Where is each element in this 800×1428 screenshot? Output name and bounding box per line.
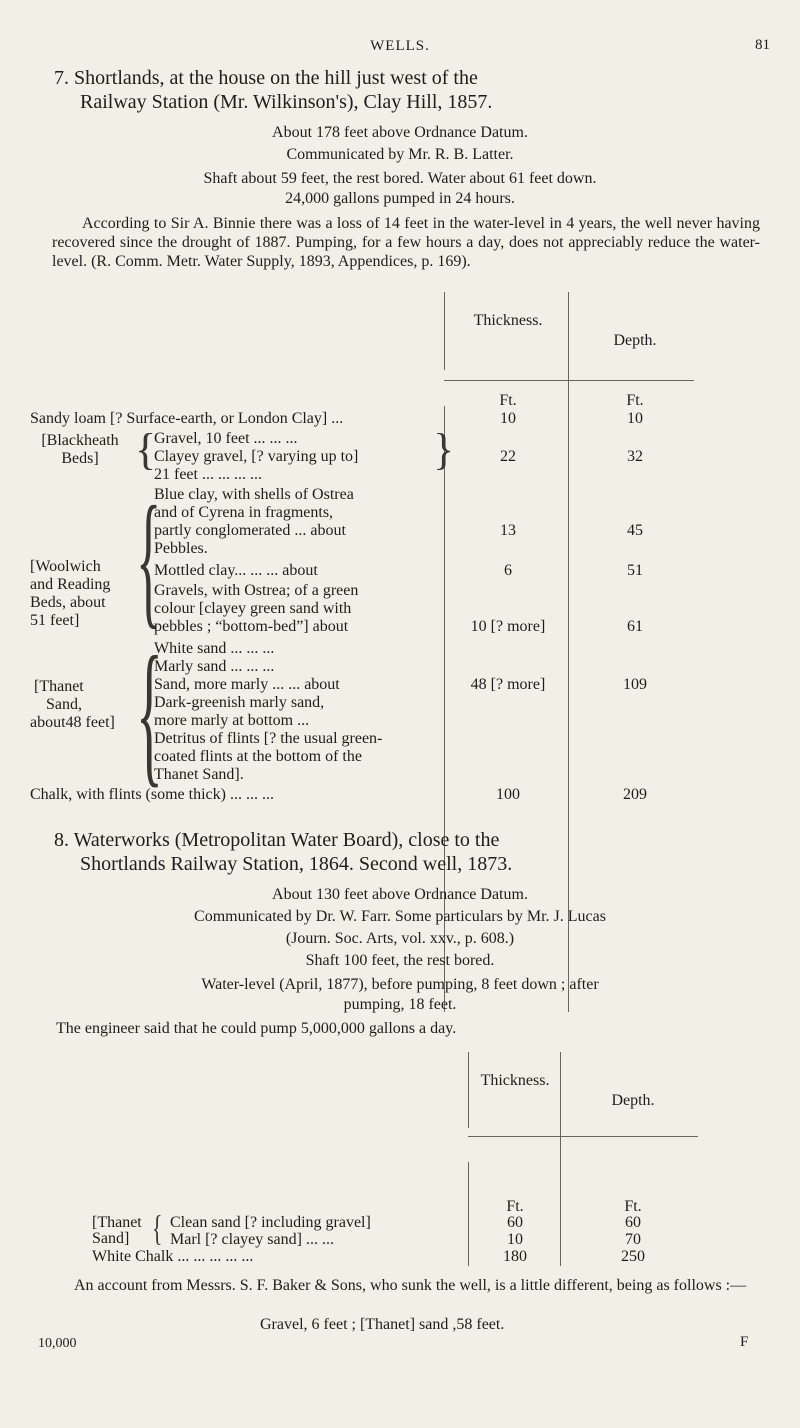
group-thanet: about48 feet] — [30, 714, 115, 731]
table1-row-text: Dark-greenish marly sand, — [154, 694, 325, 711]
table1-cell-depth: 45 — [627, 522, 643, 539]
table1-row-text: Detritus of flints [? the usual green- — [154, 730, 383, 747]
table2-header-depth: Depth. — [611, 1092, 655, 1109]
table1-cell-depth: 10 — [627, 410, 643, 427]
table2-cell-depth: 250 — [621, 1248, 645, 1265]
table1-cell-thickness: 48 [? more] — [470, 676, 546, 693]
table1-row-text: Mottled clay... ... ... about — [154, 562, 318, 579]
entry7-heading-line2: Railway Station (Mr. Wilkinson's), Clay Hill, 1857. — [80, 91, 493, 113]
table1-cell-depth: 109 — [623, 676, 647, 693]
entry7-shaft-line1: Shaft about 59 feet, the rest bored. Water about 61 feet down. — [203, 170, 597, 187]
group-woolwich: and Reading — [30, 576, 111, 593]
table1-row-text: Sand, more marly ... ... about — [154, 676, 340, 693]
table2-cell-thickness: 10 — [507, 1231, 523, 1248]
entry8-engineer: The engineer said that he could pump 5,000,000 gallons a day. — [56, 1020, 457, 1037]
table1-row-text: pebbles ; “bottom-bed”] about — [154, 618, 349, 635]
book-page: WELLS. 81 7. Shortlands, at the house on the hill just west of the Railway Station (Mr. Wilkinson's), Clay Hill, 1857. About 178 feet above Ordnance Datum. Communicated by Mr. R. B. Latter. Shaft about 59 feet, the rest bored. Water about 61 feet down. 24,000 gallons pumped in 24 hours. According to Sir A. Binnie there was a loss of 14 feet in the water-level in 4 years, the well never having recovered since the drought of 1887. Pumping, for a few hours a day, does not appreciably reduce the water-level. (R. Comm. Metr. Water Supply, 1893, Appendices, p. 169). Thickness. Depth. Ft. Ft. Sandy loam [? Surface-earth, or London Clay] ... 10 10 [Blackheath Beds] { Gravel, 10 feet ... ... ... Clayey gravel, [? varying up to] 21 feet ... ... ... ... } 22 32 [Woolwich and Reading Beds, about 51 feet] { Blue clay, with shells of Ostrea and of Cyrena in fragments, partly conglomerated ... about Pebbles. 13 45 Mottled clay... ... ... about 6 51 Gravels, with Ostrea; of a green colour [clayey green sand with pebbles ; “bottom-bed”] about 10 [? more] 61 [Thanet Sand, about48 feet] { White sand ... ... ... Marly sand ... ... ... Sand, more marly ... ... about Dark-greenish marly sand, more marly at bottom ... Detritus of flints [? the usual green- coated flints at the bottom of the Thanet Sand]. 48 [? more] 109 Chalk, with flints (some thick) ... ... ... 100 209 8. Waterworks (Metropolitan Water Board), close to the Shortlands Railway Station, 1864. Second well, 1873. About 130 feet above Ordnance Datum. Communicated by Dr. W. Farr. Some particulars by Mr. J. Lucas (Journ. Soc. Arts, vol. xxv., p. 608.) Shaft 100 feet, the rest bored. Water-level (April, 1877), before pumping, 8 feet down ; after pumping, 18 feet. The engineer said that he could pump 5,000,000 gallons a day. Thickness. Depth. Ft. Ft. [Thanet Sand] { Clean sand [? including gravel] 60 60 Marl [? clayey sand] ... ... 10 70 White Chalk ... ... ... ... ... 180 250 An account from Messrs. S. F. Baker & Sons, who sunk the well, is a little different, being as follows :— Gravel, 6 feet ; [Thanet] sand ,58 feet. 10,000 F — [0, 0, 800, 1428]
entry8-water-line2: pumping, 18 feet. — [343, 996, 457, 1013]
entry7-communicated: Communicated by Mr. R. B. Latter. — [286, 146, 514, 163]
table1-cell-depth: 61 — [627, 618, 643, 635]
table1-header-thickness: Thickness. — [473, 312, 543, 329]
table1-row-text: Clayey gravel, [? varying up to] — [154, 448, 359, 465]
entry7-datum: About 178 feet above Ordnance Datum. — [272, 124, 528, 141]
table1-row-text: Blue clay, with shells of Ostrea — [154, 486, 354, 503]
table2-header-thickness: Thickness. — [480, 1072, 550, 1089]
table1-cell-thickness: 100 — [496, 786, 520, 803]
group-woolwich: 51 feet] — [30, 612, 80, 629]
group-thanet: [Thanet — [34, 678, 84, 695]
table2-cell-thickness: 180 — [503, 1248, 527, 1265]
group-woolwich: [Woolwich — [30, 558, 101, 575]
group-thanet: Sand, — [46, 696, 82, 713]
table2-header-rule — [468, 1136, 698, 1137]
table2-row-text: Clean sand [? including gravel] — [170, 1214, 371, 1231]
table1-row-text: and of Cyrena in fragments, — [154, 504, 334, 521]
table1-header-depth: Depth. — [613, 332, 657, 349]
table2-rule-left-lower — [468, 1162, 469, 1266]
table1-row-text: coated flints at the bottom of the — [154, 748, 362, 765]
table2-cell-depth: 70 — [625, 1231, 641, 1248]
table1-row-text: 21 feet ... ... ... ... — [154, 466, 262, 483]
group-woolwich: Beds, about — [30, 594, 106, 611]
table1-row-text: Marly sand ... ... ... — [154, 658, 275, 675]
table1-cell-thickness: 6 — [504, 562, 512, 579]
signature-mark: F — [740, 1334, 749, 1350]
group-blackheath: [Blackheath Beds] — [41, 432, 119, 467]
table1-cell-thickness: 13 — [500, 522, 516, 539]
table2-group-thanet: [Thanet — [92, 1214, 142, 1231]
table1-row-text: Gravels, with Ostrea; of a green — [154, 582, 359, 599]
table1-row-text: colour [clayey green sand with — [154, 600, 352, 617]
table2-cell-depth: 60 — [625, 1214, 641, 1231]
table1-row-chalk: Chalk, with flints (some thick) ... ... ... — [30, 786, 274, 803]
table1-cell-depth: 209 — [623, 786, 647, 803]
entry8-datum: About 130 feet above Ordnance Datum. — [272, 886, 528, 903]
table1-unit-thickness: Ft. — [499, 392, 517, 409]
entry8-shaft: Shaft 100 feet, the rest bored. — [305, 952, 495, 969]
table1-cell-depth: 51 — [627, 562, 643, 579]
table1-row-text: partly conglomerated ... about — [154, 522, 346, 539]
page-number: 81 — [755, 37, 770, 53]
entry7-heading-line1: 7. Shortlands, at the house on the hill just west of the — [54, 67, 478, 89]
entry8-heading-line2: Shortlands Railway Station, 1864. Second well, 1873. — [80, 853, 513, 875]
table2-row-text: White Chalk ... ... ... ... ... — [92, 1248, 254, 1265]
table1-header-rule — [444, 380, 694, 381]
table1-unit-depth: Ft. — [626, 392, 644, 409]
table1-cell-thickness: 10 [? more] — [470, 618, 546, 635]
table1-row-text: more marly at bottom ... — [154, 712, 310, 729]
table2-cell-thickness: 60 — [507, 1214, 523, 1231]
entry8-communicated: Communicated by Dr. W. Farr. Some particulars by Mr. J. Lucas — [194, 908, 606, 925]
table1-rule-mid — [568, 292, 569, 1012]
table2-unit-thickness: Ft. — [506, 1198, 524, 1215]
table1-cell-depth: 32 — [627, 448, 643, 465]
entry8-heading-line1: 8. Waterworks (Metropolitan Water Board), close to the — [54, 829, 500, 851]
table1-cell-thickness: 22 — [500, 448, 516, 465]
table1-row-text: Pebbles. — [154, 540, 208, 557]
entry8-water-line1: Water-level (April, 1877), before pumping, 8 feet down ; after — [201, 976, 599, 993]
table2-group-thanet: Sand] — [92, 1230, 130, 1247]
table1-rule-left — [444, 292, 445, 370]
table1-row-sandy-loam: Sandy loam [? Surface-earth, or London Clay] ... — [30, 410, 344, 427]
table2-rule-mid — [560, 1052, 561, 1266]
entry7-shaft-line2: 24,000 gallons pumped in 24 hours. — [285, 190, 515, 207]
entry8-account: An account from Messrs. S. F. Baker & Sons, who sunk the well, is a little different, being as follows :— — [74, 1277, 747, 1294]
print-run: 10,000 — [38, 1336, 77, 1351]
table1-row-text: Gravel, 10 feet ... ... ... — [154, 430, 298, 447]
entry8-account-detail: Gravel, 6 feet ; [Thanet] sand ,58 feet. — [260, 1316, 505, 1333]
table1-row-text: White sand ... ... ... — [154, 640, 275, 657]
table2-unit-depth: Ft. — [624, 1198, 642, 1215]
table2-row-text: Marl [? clayey sand] ... ... — [170, 1231, 334, 1248]
table2-rule-left — [468, 1052, 469, 1128]
running-header-title: WELLS. — [370, 38, 430, 54]
entry8-reference: (Journ. Soc. Arts, vol. xxv., p. 608.) — [285, 930, 515, 947]
table1-cell-thickness: 10 — [500, 410, 516, 427]
entry7-paragraph: According to Sir A. Binnie there was a loss of 14 feet in the water-level in 4 years, the well never having recovered since the drought of 1887. Pumping, for a few hours a day, does not appreciably reduce the water-level. (R. Comm. Metr. Water Supply, 1893, Appendices, p. 169). — [52, 215, 760, 270]
table1-row-text: Thanet Sand]. — [154, 766, 244, 783]
